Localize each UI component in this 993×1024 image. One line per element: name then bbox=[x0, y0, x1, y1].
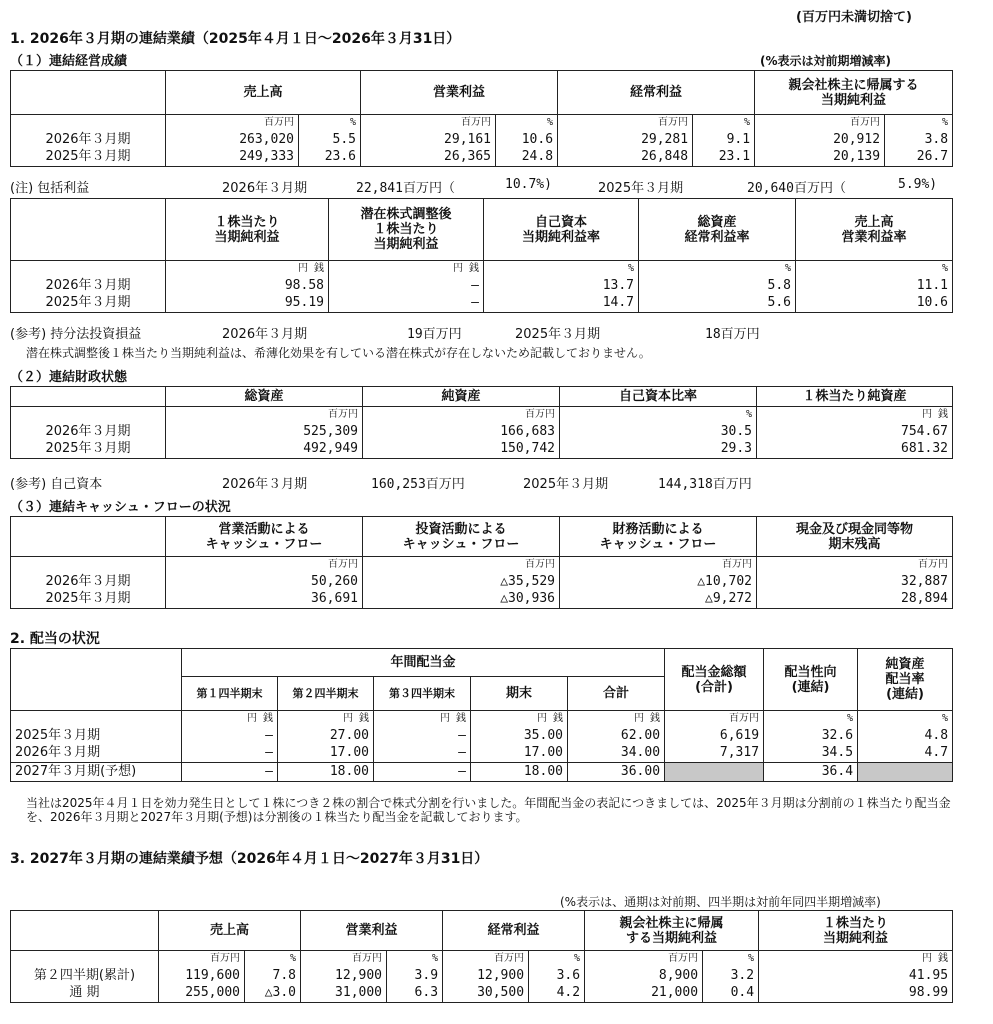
cell: 12,900 bbox=[443, 966, 529, 984]
cell: 29,281 bbox=[558, 130, 693, 148]
unit: 円 銭 bbox=[374, 711, 471, 727]
comprehensive-income-y1: 2026年３月期 bbox=[222, 181, 308, 196]
cell: 119,600 bbox=[159, 966, 245, 984]
row-label: 2025年３月期 bbox=[11, 440, 166, 458]
pct-note: (%表示は対前期増減率) bbox=[760, 54, 891, 68]
cell-shaded bbox=[665, 762, 764, 781]
header-total-dividend: 配当金総額 (合計) bbox=[665, 649, 764, 711]
table-row bbox=[11, 966, 953, 984]
cell: 12,900 bbox=[301, 966, 387, 984]
cell: 0.4 bbox=[703, 984, 759, 1002]
cell: 30,500 bbox=[443, 984, 529, 1002]
section-cash-flow: （３）連結キャッシュ・フローの状況 bbox=[10, 500, 231, 515]
header-annual-dividend: 年間配当金 bbox=[182, 649, 665, 677]
cell: 62.00 bbox=[568, 726, 665, 744]
table-row bbox=[11, 148, 953, 166]
unit: 百万円 bbox=[757, 557, 953, 573]
comprehensive-income-v1: 22,841百万円（ bbox=[356, 181, 455, 196]
cell: 36.00 bbox=[568, 762, 665, 781]
cell: 10.6 bbox=[496, 130, 558, 148]
table-row bbox=[11, 984, 953, 1002]
header-payout-ratio: 配当性向 (連結) bbox=[764, 649, 858, 711]
header-bps: １株当たり純資産 bbox=[757, 387, 953, 407]
header-op-margin: 売上高 営業利益率 bbox=[796, 199, 953, 261]
table-row bbox=[11, 130, 953, 148]
cell: 34.00 bbox=[568, 744, 665, 762]
header-q1: 第１四半期末 bbox=[182, 677, 278, 711]
unit: % bbox=[245, 951, 301, 967]
cell: 150,742 bbox=[363, 440, 560, 458]
header-year-end: 期末 bbox=[471, 677, 568, 711]
cell: — bbox=[374, 726, 471, 744]
section-financial-position: （２）連結財政状態 bbox=[10, 370, 128, 385]
cell: 26,848 bbox=[558, 148, 693, 166]
unit: % bbox=[387, 951, 443, 967]
cell: 3.6 bbox=[529, 966, 585, 984]
cell: 29,161 bbox=[361, 130, 496, 148]
cell: △35,529 bbox=[363, 572, 560, 590]
unit: 円 銭 bbox=[182, 711, 278, 727]
equity-y1: 2026年３月期 bbox=[222, 477, 308, 492]
equity-method-v2: 18百万円 bbox=[705, 327, 760, 342]
cell: 7.8 bbox=[245, 966, 301, 984]
row-label: 通 期 bbox=[11, 984, 159, 1002]
financial-position-table bbox=[10, 386, 953, 459]
cell: △3.0 bbox=[245, 984, 301, 1002]
equity-y2: 2025年３月期 bbox=[523, 477, 609, 492]
header-q3: 第３四半期末 bbox=[374, 677, 471, 711]
cell: 30.5 bbox=[560, 422, 757, 440]
cell: 4.8 bbox=[858, 726, 953, 744]
unit: 百万円 bbox=[585, 951, 703, 967]
cell: 754.67 bbox=[757, 422, 953, 440]
cell: 6.3 bbox=[387, 984, 443, 1002]
comprehensive-income-label: (注) 包括利益 bbox=[10, 181, 90, 196]
unit: % bbox=[496, 115, 558, 131]
row-label: 2025年３月期 bbox=[11, 148, 166, 166]
unit: % bbox=[764, 711, 858, 727]
table-row bbox=[11, 726, 953, 744]
unit: 円 銭 bbox=[568, 711, 665, 727]
unit: % bbox=[858, 711, 953, 727]
header-equity-ratio: 自己資本比率 bbox=[560, 387, 757, 407]
header-eps: １株当たり 当期純利益 bbox=[166, 199, 329, 261]
unit: % bbox=[529, 951, 585, 967]
equity-method-y2: 2025年３月期 bbox=[515, 327, 601, 342]
comprehensive-income-p2: 5.9%) bbox=[898, 177, 938, 192]
fc-header-net-income: 親会社株主に帰属 する当期純利益 bbox=[585, 911, 759, 951]
cell: 36,691 bbox=[166, 590, 363, 608]
cell: 14.7 bbox=[484, 294, 639, 312]
unit: 百万円 bbox=[166, 115, 299, 131]
cell: 166,683 bbox=[363, 422, 560, 440]
unit: 百万円 bbox=[363, 557, 560, 573]
header-roe: 自己資本 当期純利益率 bbox=[484, 199, 639, 261]
unit: % bbox=[639, 261, 796, 277]
cell: 98.99 bbox=[759, 984, 953, 1002]
cell-shaded bbox=[858, 762, 953, 781]
cell: 20,912 bbox=[755, 130, 885, 148]
cell: 5.6 bbox=[639, 294, 796, 312]
header-net-assets: 純資産 bbox=[363, 387, 560, 407]
cell: 3.8 bbox=[885, 130, 953, 148]
row-label: 2026年３月期 bbox=[11, 572, 166, 590]
cell: 26,365 bbox=[361, 148, 496, 166]
header-cash-balance: 現金及び現金同等物 期末残高 bbox=[757, 517, 953, 557]
unit: % bbox=[693, 115, 755, 131]
cell: 28,894 bbox=[757, 590, 953, 608]
cell: △9,272 bbox=[560, 590, 757, 608]
row-label: 2027年３月期(予想) bbox=[11, 762, 182, 781]
unit: 百万円 bbox=[443, 951, 529, 967]
cell: 31,000 bbox=[301, 984, 387, 1002]
cell: 98.58 bbox=[166, 276, 329, 294]
cell: 11.1 bbox=[796, 276, 953, 294]
cell: 13.7 bbox=[484, 276, 639, 294]
cell: 525,309 bbox=[166, 422, 363, 440]
row-label: 2026年３月期 bbox=[11, 744, 182, 762]
fc-header-eps: １株当たり 当期純利益 bbox=[759, 911, 953, 951]
cell: 492,949 bbox=[166, 440, 363, 458]
header-operating-profit: 営業利益 bbox=[361, 71, 558, 115]
table-row bbox=[11, 294, 953, 312]
header-ordinary-profit: 経常利益 bbox=[558, 71, 755, 115]
table-row bbox=[11, 440, 953, 458]
stock-split-note: 当社は2025年４月１日を効力発生日として１株につき２株の割合で株式分割を行いました。年間配当金の表記につきましては、2025年３月期は分割前の１株当たり配当金を、2026年３月期と2027年３月期(予想)は分割後の１株当たり配当金を記載しております。 bbox=[26, 796, 951, 824]
table-row bbox=[11, 276, 953, 294]
unit: 百万円 bbox=[159, 951, 245, 967]
cell: 41.95 bbox=[759, 966, 953, 984]
cell: 36.4 bbox=[764, 762, 858, 781]
unit: % bbox=[885, 115, 953, 131]
cell: — bbox=[374, 744, 471, 762]
header-sales: 売上高 bbox=[166, 71, 361, 115]
cash-flow-table bbox=[10, 516, 953, 609]
cell: 32,887 bbox=[757, 572, 953, 590]
unit: 百万円 bbox=[665, 711, 764, 727]
fc-header-sales: 売上高 bbox=[159, 911, 301, 951]
cell: 34.5 bbox=[764, 744, 858, 762]
cell: 23.1 bbox=[693, 148, 755, 166]
cell: △30,936 bbox=[363, 590, 560, 608]
header-investing-cf: 投資活動による キャッシュ・フロー bbox=[363, 517, 560, 557]
unit: 百万円 bbox=[166, 557, 363, 573]
header-total-assets: 総資産 bbox=[166, 387, 363, 407]
cell: 21,000 bbox=[585, 984, 703, 1002]
comprehensive-income-y2: 2025年３月期 bbox=[598, 181, 684, 196]
equity-method-v1: 19百万円 bbox=[407, 327, 462, 342]
header-financing-cf: 財務活動による キャッシュ・フロー bbox=[560, 517, 757, 557]
row-label: 第２四半期(累計) bbox=[11, 966, 159, 984]
cell: 5.8 bbox=[639, 276, 796, 294]
header-net-income: 親会社株主に帰属する 当期純利益 bbox=[755, 71, 953, 115]
header-blank bbox=[11, 71, 166, 115]
header-total: 合計 bbox=[568, 677, 665, 711]
unit: 円 銭 bbox=[757, 407, 953, 423]
header-q2: 第２四半期末 bbox=[278, 677, 374, 711]
dilution-note: 潜在株式調整後１株当たり当期純利益は、希薄化効果を有している潜在株式が存在しないため記載しておりません。 bbox=[26, 346, 651, 360]
cell: 8,900 bbox=[585, 966, 703, 984]
cell: 24.8 bbox=[496, 148, 558, 166]
cell: 32.6 bbox=[764, 726, 858, 744]
equity-label: (参考) 自己資本 bbox=[10, 477, 103, 492]
section-forecast: 3. 2027年３月期の連結業績予想（2026年４月１日～2027年３月31日） bbox=[10, 851, 489, 867]
unit: 百万円 bbox=[166, 407, 363, 423]
equity-v1: 160,253百万円 bbox=[371, 477, 465, 492]
section1-sub1: （１）連結経営成績 bbox=[10, 54, 128, 69]
cell: — bbox=[182, 726, 278, 744]
cell: 5.5 bbox=[299, 130, 361, 148]
cell: 95.19 bbox=[166, 294, 329, 312]
cell: 29.3 bbox=[560, 440, 757, 458]
unit: 百万円 bbox=[560, 557, 757, 573]
dividends-table bbox=[10, 648, 953, 782]
comprehensive-income-p1: 10.7%) bbox=[505, 177, 552, 192]
cell: 263,020 bbox=[166, 130, 299, 148]
unit: 円 銭 bbox=[278, 711, 374, 727]
cell: 20,139 bbox=[755, 148, 885, 166]
cell: 10.6 bbox=[796, 294, 953, 312]
unit: 円 銭 bbox=[471, 711, 568, 727]
unit: 百万円 bbox=[301, 951, 387, 967]
unit: 円 銭 bbox=[166, 261, 329, 277]
equity-v2: 144,318百万円 bbox=[658, 477, 752, 492]
row-label: 2026年３月期 bbox=[11, 130, 166, 148]
unit-note: (百万円未満切捨て) bbox=[796, 10, 912, 25]
unit: % bbox=[703, 951, 759, 967]
unit: 百万円 bbox=[361, 115, 496, 131]
row-label: 2025年３月期 bbox=[11, 590, 166, 608]
cell: 17.00 bbox=[278, 744, 374, 762]
table-row bbox=[11, 744, 953, 762]
unit: % bbox=[299, 115, 361, 131]
unit: % bbox=[484, 261, 639, 277]
cell: 6,619 bbox=[665, 726, 764, 744]
header-doe: 純資産 配当率 (連結) bbox=[858, 649, 953, 711]
fc-header-ordinary-profit: 経常利益 bbox=[443, 911, 585, 951]
cell: — bbox=[329, 294, 484, 312]
cell: 9.1 bbox=[693, 130, 755, 148]
cell: 26.7 bbox=[885, 148, 953, 166]
header-roa: 総資産 経常利益率 bbox=[639, 199, 796, 261]
cell: 4.2 bbox=[529, 984, 585, 1002]
header-diluted-eps: 潜在株式調整後 １株当たり 当期純利益 bbox=[329, 199, 484, 261]
unit: 百万円 bbox=[755, 115, 885, 131]
equity-method-label: (参考) 持分法投資損益 bbox=[10, 327, 142, 342]
cell: 3.9 bbox=[387, 966, 443, 984]
row-label: 2026年３月期 bbox=[11, 276, 166, 294]
section-dividends: 2. 配当の状況 bbox=[10, 631, 100, 647]
cell: — bbox=[374, 762, 471, 781]
cell: 18.00 bbox=[278, 762, 374, 781]
header-operating-cf: 営業活動による キャッシュ・フロー bbox=[166, 517, 363, 557]
unit: % bbox=[796, 261, 953, 277]
cell: 249,333 bbox=[166, 148, 299, 166]
table-row bbox=[11, 422, 953, 440]
cell: 27.00 bbox=[278, 726, 374, 744]
forecast-table bbox=[10, 910, 953, 1003]
unit: 百万円 bbox=[558, 115, 693, 131]
table-row bbox=[11, 572, 953, 590]
table-row bbox=[11, 762, 953, 781]
unit: % bbox=[560, 407, 757, 423]
cell: 255,000 bbox=[159, 984, 245, 1002]
cell: — bbox=[329, 276, 484, 294]
fc-header-operating-profit: 営業利益 bbox=[301, 911, 443, 951]
equity-method-y1: 2026年３月期 bbox=[222, 327, 308, 342]
cell: 681.32 bbox=[757, 440, 953, 458]
per-share-table bbox=[10, 198, 953, 313]
cell: 23.6 bbox=[299, 148, 361, 166]
section1-title: 1. 2026年３月期の連結業績（2025年４月１日～2026年３月31日） bbox=[10, 31, 461, 47]
unit: 百万円 bbox=[363, 407, 560, 423]
table-row bbox=[11, 590, 953, 608]
cell: 3.2 bbox=[703, 966, 759, 984]
comprehensive-income-v2: 20,640百万円（ bbox=[747, 181, 846, 196]
unit: 円 銭 bbox=[759, 951, 953, 967]
unit: 円 銭 bbox=[329, 261, 484, 277]
cell: △10,702 bbox=[560, 572, 757, 590]
row-label: 2025年３月期 bbox=[11, 726, 182, 744]
cell: — bbox=[182, 744, 278, 762]
cell: 4.7 bbox=[858, 744, 953, 762]
cell: 18.00 bbox=[471, 762, 568, 781]
cell: 35.00 bbox=[471, 726, 568, 744]
results-table bbox=[10, 70, 953, 167]
cell: 17.00 bbox=[471, 744, 568, 762]
cell: — bbox=[182, 762, 278, 781]
row-label: 2025年３月期 bbox=[11, 294, 166, 312]
forecast-pct-note: (%表示は、通期は対前期、四半期は対前年同四半期増減率) bbox=[560, 895, 881, 909]
cell: 7,317 bbox=[665, 744, 764, 762]
cell: 50,260 bbox=[166, 572, 363, 590]
row-label: 2026年３月期 bbox=[11, 422, 166, 440]
